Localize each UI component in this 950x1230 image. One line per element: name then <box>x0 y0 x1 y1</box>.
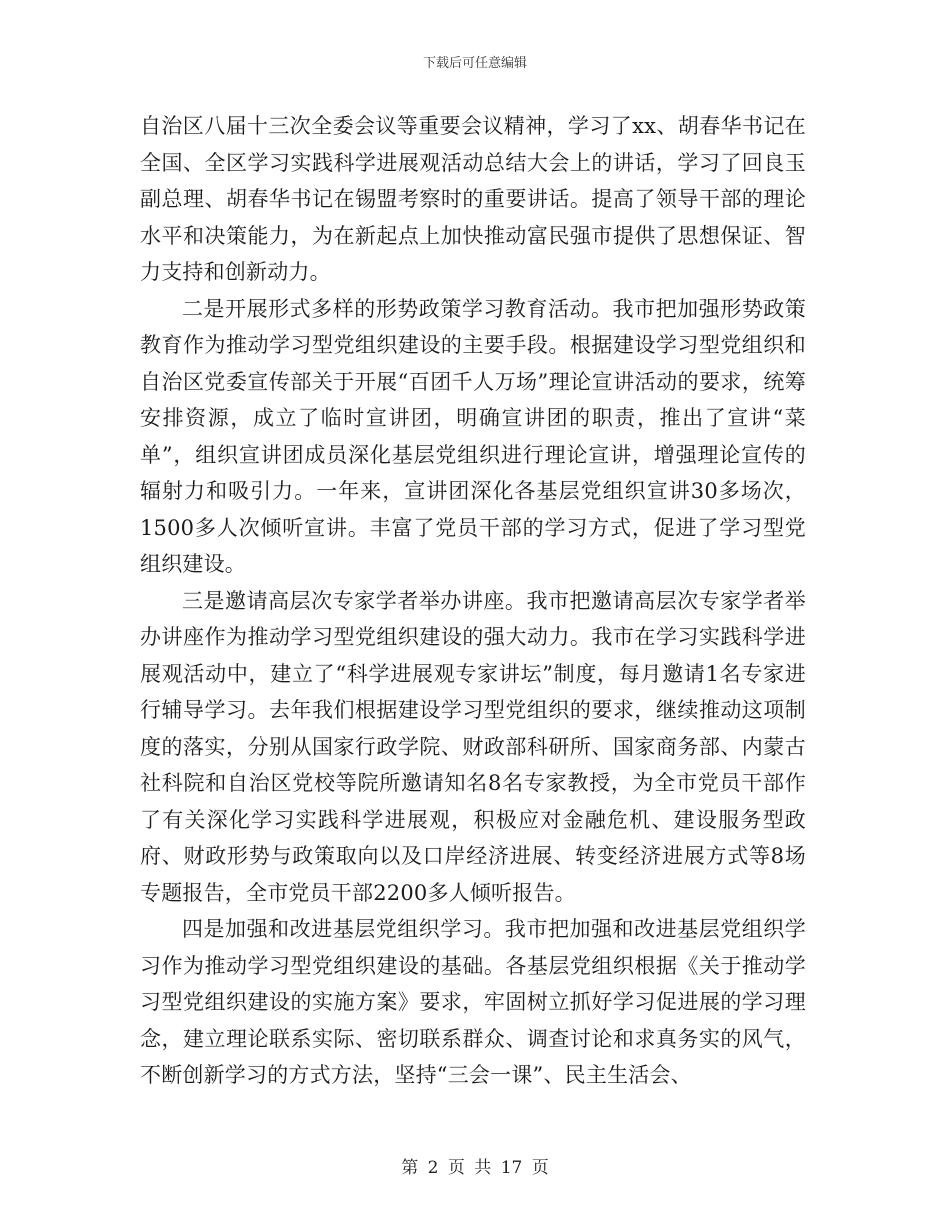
page-header-note: 下载后可任意编辑 <box>422 56 527 71</box>
document-body <box>140 108 806 1094</box>
page-number-footer: 第 2 页 共 17 页 <box>401 1158 549 1178</box>
paragraph-continuation: 自治区八届十三次全委会议等重要会议精神，学习了xx、胡春华书记在全国、全区学习实践科学进展观活动总结大会上的讲话，学习了回良玉副总理、胡春华书记在锡盟考察时的重要讲话。提高了领导干部的理论水平和决策能力，为在新起点上加快推动富民强市提供了思想保证、智力支持和创新动力。 <box>140 114 806 284</box>
paragraph-item-four: 四是加强和改进基层党组织学习。我市把加强和改进基层党组织学习作为推动学习型党组织建设的基础。各基层党组织根据《关于推动学习型党组织建设的实施方案》要求，牢固树立抓好学习促进展的学习理念，建立理论联系实际、密切联系群众、调查讨论和求真务实的风气，不断创新学习的方式方法，坚持“三会一课”、民主生活会、 <box>140 917 806 1087</box>
paragraph-item-two: 二是开展形式多样的形势政策学习教育活动。我市把加强形势政策教育作为推动学习型党组织建设的主要手段。根据建设学习型党组织和自治区党委宣传部关于开展“百团千人万场”理论宣讲活动的要求，统筹安排资源，成立了临时宣讲团，明确宣讲团的职责，推出了宣讲“菜单”，组织宣讲团成员深化基层党组织进行理论宣讲，增强理论宣传的辐射力和吸引力。一年来，宣讲团深化各基层党组织宣讲30多场次，1500多人次倾听宣讲。丰富了党员干部的学习方式，促进了学习型党组织建设。 <box>140 296 806 576</box>
paragraph-item-three: 三是邀请高层次专家学者举办讲座。我市把邀请高层次专家学者举办讲座作为推动学习型党组织建设的强大动力。我市在学习实践科学进展观活动中，建立了“科学进展观专家讲坛”制度，每月邀请1名专家进行辅导学习。去年我们根据建设学习型党组织的要求，继续推动这项制度的落实，分别从国家行政学院、财政部科研所、国家商务部、内蒙古社科院和自治区党校等院所邀请知名8名专家教授，为全市党员干部作了有关深化学习实践科学进展观，积极应对金融危机、建设服务型政府、财政形势与政策取向以及口岸经济进展、转变经济进展方式等8场专题报告，全市党员干部2200多人倾听报告。 <box>140 588 806 905</box>
